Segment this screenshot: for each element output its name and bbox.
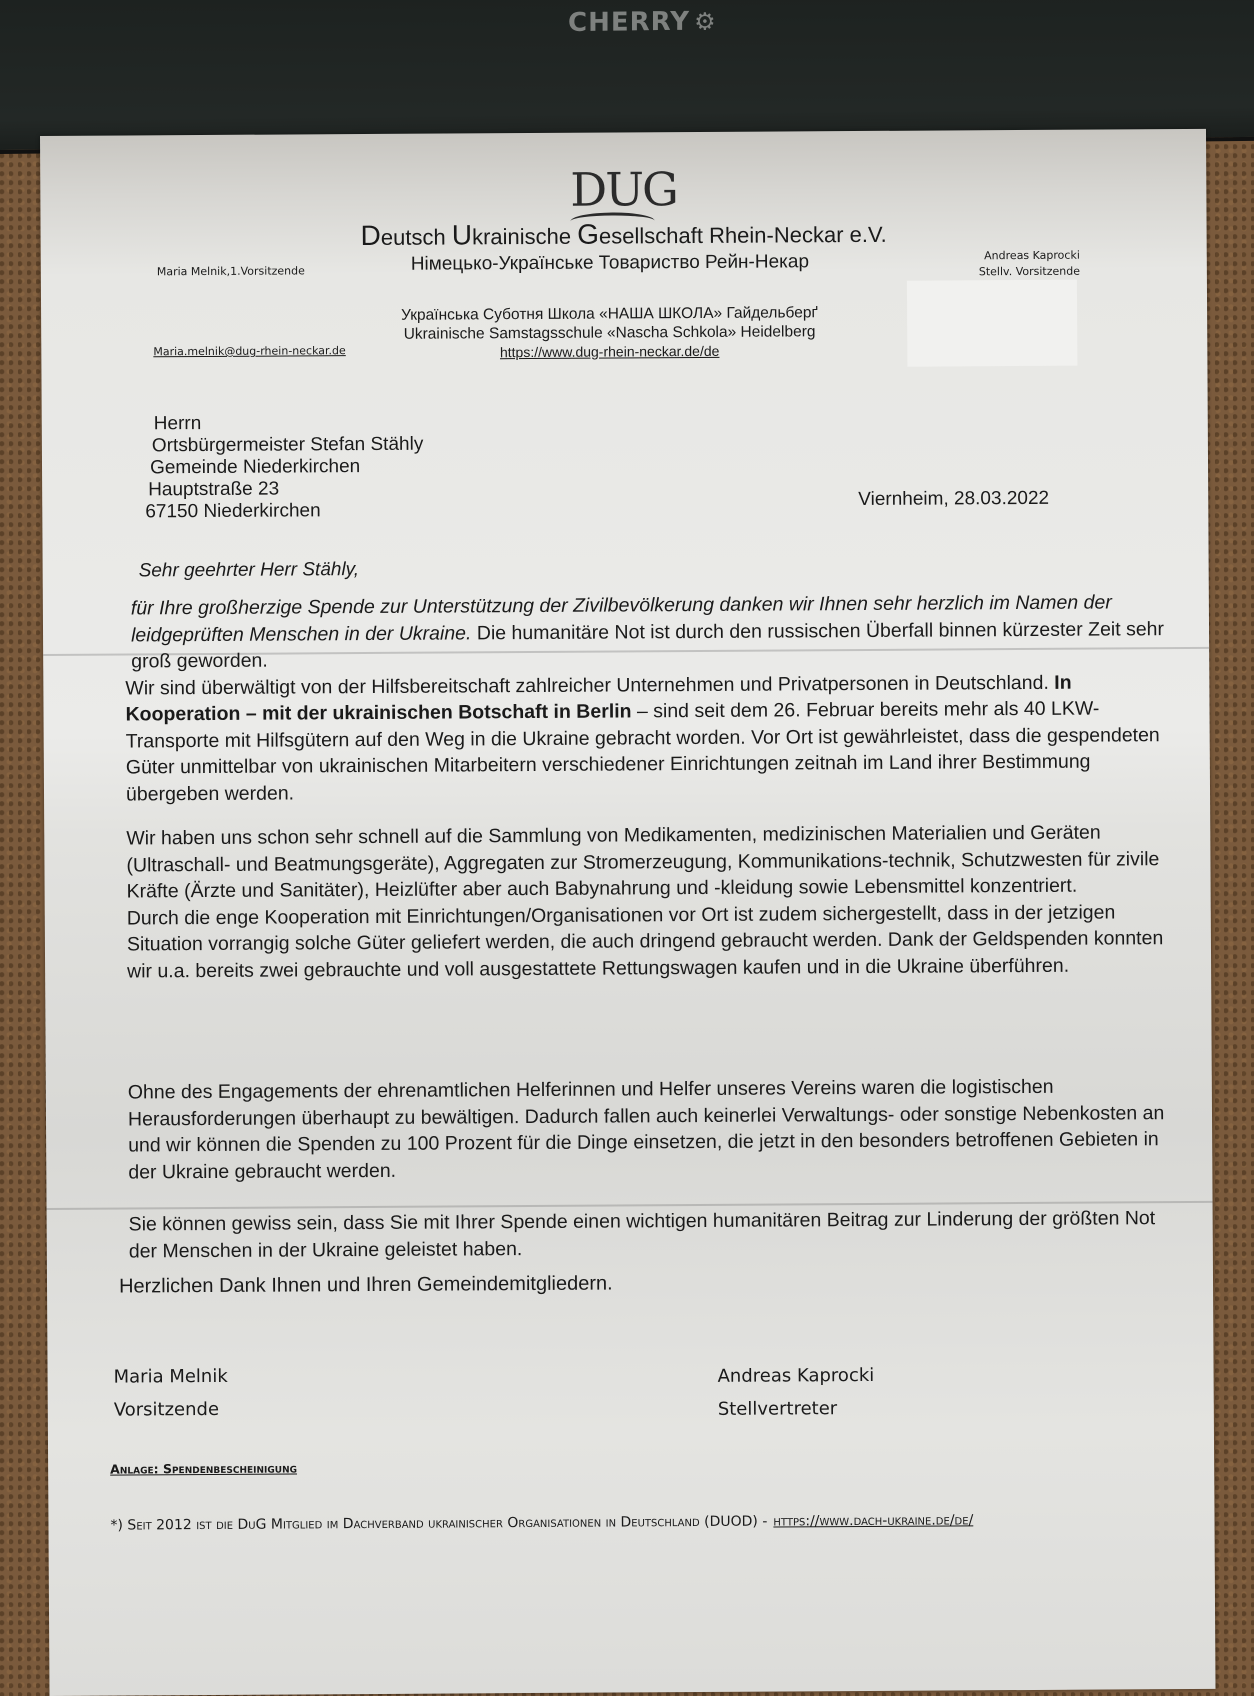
org-name-ua: Німецько-Українське Товариство Рейн-Некар — [410, 251, 810, 275]
right-contact — [979, 248, 1080, 281]
cherry-icon: ⚙ — [694, 7, 717, 36]
paragraph-3: Ohne des Engagements der ehrenamtlichen Helferinnen und Helfer unseres Vereins waren die logistischen Herausforderungen überhaupt zu bewältigen. Dadurch fallen auch keinerlei Verwaltungs- oder sonstige Nebenkosten an und wir können die Spenden zu 100 Prozent für die Dinge einsetzen, die jetzt in den besonders betroffenen Gebieten in der Ukraine gebraucht werden. — [127, 1075, 1165, 1183]
closing-line: Herzlichen Dank Ihnen und Ihren Gemeindemitgliedern. — [118, 1272, 613, 1298]
paragraph-1-italic: für Ihre großherzige Spende zur Unterstützung der Zivilbevölkerung danken wir Ihnen sehr herzlich im Namen der leidgeprüften Menschen in der Ukraine. — [130, 591, 1112, 646]
signature-left — [113, 1360, 228, 1427]
left-contact-email[interactable]: Maria.melnik@dug-rhein-neckar.de — [153, 344, 346, 359]
paragraph-1 — [125, 589, 1186, 807]
address-line: Ortsbürgermeister Stefan Stähly — [151, 433, 424, 457]
footnote — [110, 1512, 973, 1533]
recipient-address — [145, 412, 424, 524]
letter-page — [40, 129, 1216, 1696]
org-word: krainische — [471, 223, 578, 250]
right-contact-role: Stellv. Vorsitzende — [978, 264, 1081, 279]
paragraph-2 — [126, 819, 1187, 984]
signature-role: Stellvertreter — [717, 1398, 838, 1420]
org-name-de — [361, 217, 887, 252]
footnote-link[interactable]: https://www.dach-ukraine.de/de/ — [773, 1512, 974, 1530]
address-line: 67150 Niederkirchen — [145, 500, 321, 523]
org-initial: D — [360, 219, 381, 252]
paragraph-2b-text: Durch die enge Kooperation mit Einrichtungen/Organisationen vor Ort ist zudem sichergestellt, dass in der jetzigen Situation vorrangig solche Güter geliefert werden, die auch dringend gebraucht werden. Dank der Geldspenden konnten wir u.a. bereits zwei gebrauchte und voll ausgestattete Rettungswagen kaufen und in die Ukraine überführen. — [126, 900, 1164, 982]
dug-logo: DUG — [570, 162, 677, 217]
keyboard-brand — [568, 6, 717, 38]
paragraph-1-rest: Die humanitäre Not ist durch den russischen Überfall binnen kürzester Zeit sehr groß geworden. — [131, 617, 1165, 673]
paragraph-1b-text: – sind seit dem 26. Februar bereits mehr als 40 LKW-Transporte mit Hilfsgütern auf den Weg in die Ukraine gebracht worden. Vor Ort ist gewährleistet, dass die gespendeten Güter unmittelbar von ukrainischen Mitarbeitern verschiedener Einrichtungen zeitnah im Land ihrer Bestimmung übergeben werden. — [125, 697, 1160, 805]
org-word: esellschaft Rhein-Neckar e.V. — [598, 221, 887, 249]
footnote-text: *) Seit 2012 ist die DuG Mitglied im Dachverband ukrainischer Organisationen in Deutschland (DUOD) - — [110, 1513, 768, 1534]
place-date: Viernheim, 28.03.2022 — [858, 487, 1050, 511]
salutation: Sehr geehrter Herr Stähly, — [138, 559, 360, 582]
signature-name: Andreas Kaprocki — [717, 1364, 875, 1387]
address-line: Herrn — [153, 413, 202, 435]
attachment-note: Anlage: Spendenbescheinigung — [110, 1460, 298, 1477]
signature-name: Maria Melnik — [113, 1365, 228, 1388]
blank-area — [907, 280, 1078, 367]
signature-right — [717, 1359, 874, 1426]
paragraph-4: Sie können gewiss sein, dass Sie mit Ihrer Spende einen wichtigen humanitären Beitrag zur Linderung der größten Not der Menschen in der Ukraine geleistet haben. — [128, 1207, 1156, 1262]
paragraph-1b-text: Wir sind überwältigt von der Hilfsbereitschaft zahlreicher Unternehmen und Privatpersonen in Deutschland. — [125, 671, 1055, 699]
address-line: Gemeinde Niederkirchen — [149, 456, 361, 479]
right-contact-name: Andreas Kaprocki — [984, 248, 1080, 263]
paragraph-1b-bold: In Kooperation – mit der ukrainischen Botschaft in Berlin — [125, 671, 1072, 726]
signature-role: Vorsitzende — [113, 1398, 220, 1421]
left-contact-name: Maria Melnik,1.Vorsitzende — [156, 264, 305, 279]
school-name-ua: Українська Суботня Школа «НАША ШКОЛА» Гайдельберґ — [401, 304, 818, 324]
school-name-de: Ukrainische Samstagsschule «Nascha Schkola» Heidelberg — [403, 323, 816, 343]
org-initial: G — [577, 218, 600, 250]
keyboard-brand-text: CHERRY — [568, 6, 691, 39]
school-info — [401, 303, 818, 363]
address-line: Hauptstraße 23 — [148, 478, 280, 501]
paragraph-2-text: Wir haben uns schon sehr schnell auf die Sammlung von Medikamenten, medizinischen Materialien und Geräten (Ultraschall- und Beatmungsgeräte), Aggregaten zur Stromerzeugung, Kommunikations-technik, Schutzwesten für zivile Kräfte (Ärzte und Sanitäter), Heizlüfter aber auch Babynahrung und -kleidung sowie Lebensmittel konzentriert. — [126, 821, 1160, 903]
website-link[interactable]: https://www.dug-rhein-neckar.de/de — [499, 342, 720, 361]
org-word: eutsch — [380, 224, 452, 250]
org-initial: U — [451, 219, 473, 251]
